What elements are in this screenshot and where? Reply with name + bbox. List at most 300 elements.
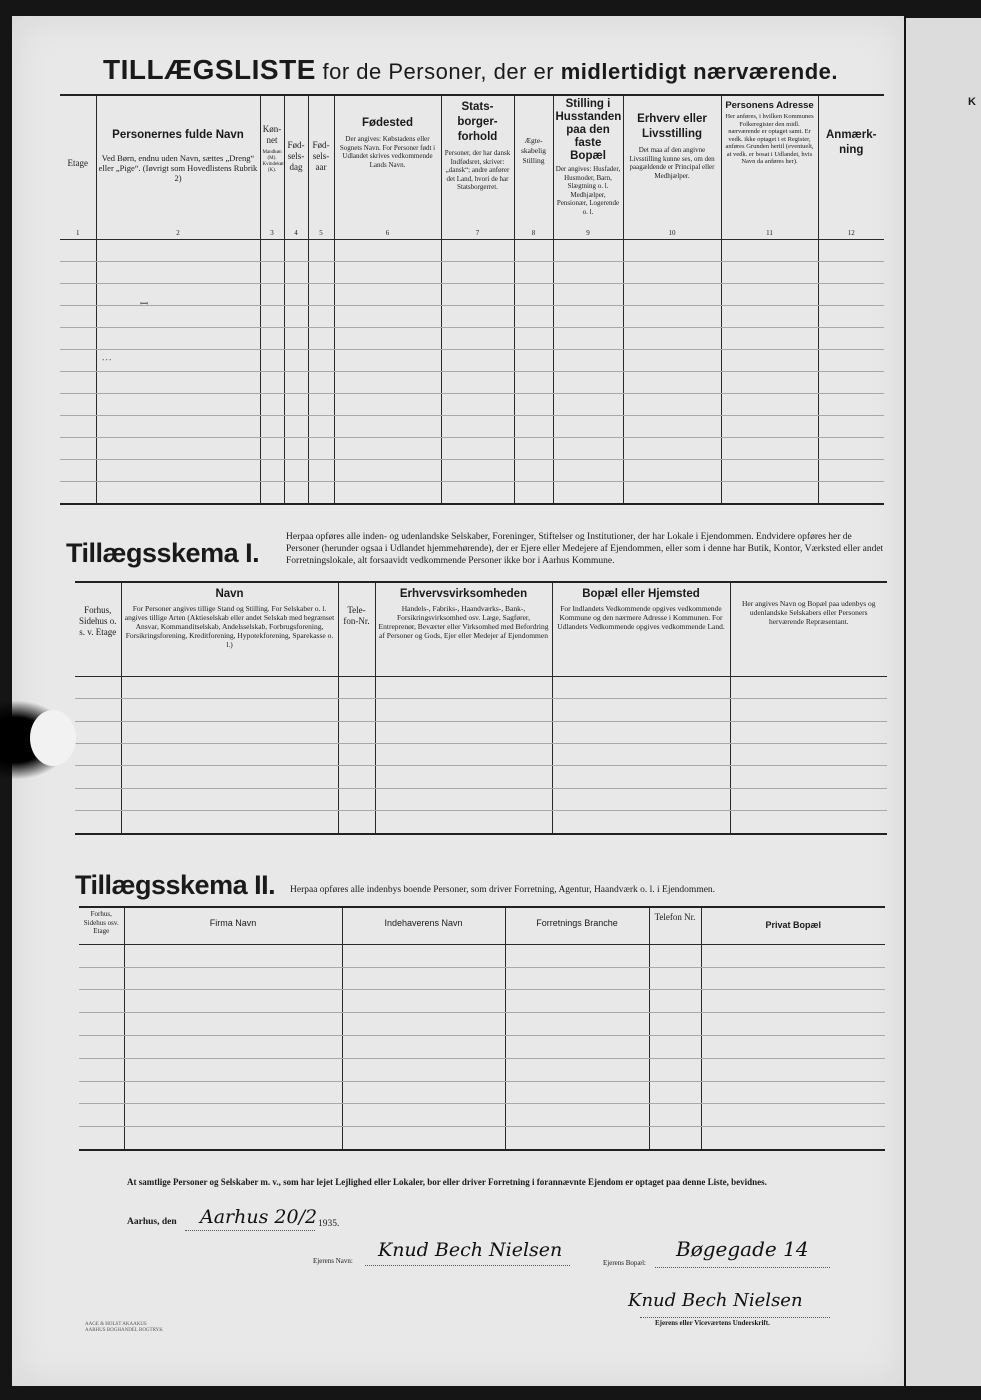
table-cell — [730, 721, 887, 743]
table-cell — [441, 371, 514, 393]
table-cell — [96, 371, 260, 393]
table-cell — [441, 327, 514, 349]
date-line — [185, 1230, 315, 1231]
table-cell — [342, 990, 505, 1013]
col-birthplace: Fødested Der angives: Købstadens eller Sognets Navn. For Personer født i Udlandet skrives vedkommende Lands Navn. 6 — [334, 95, 441, 239]
skema1-table — [75, 581, 887, 835]
table-cell — [721, 261, 818, 283]
table-cell — [701, 1058, 885, 1081]
table-cell — [96, 239, 260, 261]
table-cell — [60, 393, 96, 415]
skema2-row — [79, 1013, 885, 1036]
table-cell — [623, 415, 721, 437]
table-cell — [79, 1127, 124, 1150]
table-cell — [260, 415, 284, 437]
table-cell — [338, 699, 375, 721]
signature: Knud Bech Nielsen — [628, 1290, 803, 1311]
owner-name-handwritten: Knud Bech Nielsen — [378, 1239, 563, 1261]
table-cell — [96, 459, 260, 481]
table-cell — [649, 990, 701, 1013]
table-cell — [721, 393, 818, 415]
table-cell — [818, 305, 884, 327]
owner-address-label: Ejerens Bopæl: — [603, 1259, 646, 1267]
table-cell — [818, 393, 884, 415]
table-cell — [818, 349, 884, 371]
table-cell — [334, 415, 441, 437]
table-cell — [818, 327, 884, 349]
table-cell — [79, 1058, 124, 1081]
table-cell — [623, 283, 721, 305]
table-cell — [338, 676, 375, 698]
table-cell — [121, 721, 338, 743]
table-cell — [721, 437, 818, 459]
signature-line — [640, 1317, 830, 1318]
table-cell — [730, 788, 887, 810]
table-cell — [818, 283, 884, 305]
table-cell — [649, 1127, 701, 1150]
table-cell — [505, 1104, 649, 1127]
city-date-label: Aarhus, den — [127, 1217, 177, 1227]
col-address: Personens Adresse Her anføres, i hvilken Kommunes Folkeregister den midl. nærværende er optaget samt. Er vedk. ikke optaget i et Register, anføres Grunden hertil (eventuelt, at vedk. er bosat i Udlandet, hvis Navn da anføres her). 11 — [721, 95, 818, 239]
table-cell — [124, 1104, 342, 1127]
table-cell — [505, 1081, 649, 1104]
table-cell — [342, 967, 505, 990]
table-cell — [260, 283, 284, 305]
table-cell — [623, 437, 721, 459]
table-cell — [338, 788, 375, 810]
table-cell — [96, 261, 260, 283]
col-occupation: Erhverv eller Livsstilling Det maa af den angivne Livsstilling kunne ses, om den paagældende er Principal eller Medhjælper. 10 — [623, 95, 721, 239]
table-cell — [308, 437, 334, 459]
skema1-col-name: Navn For Personer angives tillige Stand og Stilling. For Selskaber o. l. angives tillige Arten (Aktieselskab eller andet Selskab med begrænset Ansvar, Kommanditselskab, Andelsselskab, Forbrugsforening, Forsikringsforening, Kreditforening, Hypotekforening, Sparekasse o. l.) — [121, 582, 338, 676]
table-cell — [342, 944, 505, 967]
table-cell — [505, 1013, 649, 1036]
table-cell — [553, 305, 623, 327]
skema2-col-firm: Firma Navn — [124, 907, 342, 944]
table-cell — [334, 239, 441, 261]
table-cell — [260, 393, 284, 415]
year-text: 1935. — [318, 1219, 340, 1229]
table-cell — [124, 944, 342, 967]
table-cell — [284, 349, 308, 371]
owner-name-label: Ejerens Navn: — [313, 1257, 353, 1265]
table-cell — [334, 393, 441, 415]
table-cell — [124, 1035, 342, 1058]
table-cell — [505, 1127, 649, 1150]
table-cell — [514, 437, 553, 459]
table-cell — [75, 744, 121, 766]
table-cell — [308, 261, 334, 283]
skema2-note: Herpaa opføres alle indenbys boende Personer, som driver Forretning, Agentur, Haandværk o. l. i Ejendommen. — [290, 885, 716, 895]
table-cell — [334, 305, 441, 327]
table-cell — [342, 1127, 505, 1150]
table-cell — [96, 393, 260, 415]
table-cell — [308, 239, 334, 261]
adjacent-page-edge — [906, 18, 981, 1386]
table-cell — [334, 283, 441, 305]
main-table-row — [60, 393, 884, 415]
table-cell — [96, 481, 260, 504]
skema1-body — [75, 676, 887, 834]
table-cell — [284, 239, 308, 261]
table-cell — [342, 1058, 505, 1081]
table-cell — [552, 766, 730, 788]
table-cell — [308, 327, 334, 349]
table-cell — [284, 459, 308, 481]
table-cell — [623, 261, 721, 283]
skema2-row — [79, 967, 885, 990]
table-cell — [75, 721, 121, 743]
table-cell — [60, 327, 96, 349]
table-cell — [514, 239, 553, 261]
main-table-row — [60, 459, 884, 481]
table-cell — [623, 371, 721, 393]
table-cell — [121, 811, 338, 834]
table-cell — [514, 371, 553, 393]
main-table-row — [60, 371, 884, 393]
table-cell — [553, 261, 623, 283]
table-cell — [441, 283, 514, 305]
table-cell — [75, 788, 121, 810]
table-cell — [553, 415, 623, 437]
table-cell — [342, 1104, 505, 1127]
table-cell — [552, 699, 730, 721]
col-gender: Køn-net Mandkøn (M). Kvindekøn (K). 3 — [260, 95, 284, 239]
table-cell — [553, 459, 623, 481]
form-title — [103, 54, 838, 86]
table-cell — [514, 261, 553, 283]
table-cell — [441, 459, 514, 481]
table-cell — [334, 327, 441, 349]
table-cell — [553, 393, 623, 415]
table-cell — [75, 766, 121, 788]
table-cell — [818, 481, 884, 504]
table-cell — [96, 349, 260, 371]
main-table-row — [60, 349, 884, 371]
table-cell — [553, 437, 623, 459]
table-cell — [338, 721, 375, 743]
skema2-col-etage: Forhus, Sidehus osv. Etage — [79, 907, 124, 944]
skema2-table — [79, 906, 885, 1151]
table-cell — [721, 349, 818, 371]
table-cell — [284, 283, 308, 305]
skema1-title: Tillægsskema I. — [66, 538, 260, 568]
table-cell — [124, 967, 342, 990]
table-cell — [701, 1081, 885, 1104]
table-cell — [818, 437, 884, 459]
table-cell — [260, 459, 284, 481]
table-cell — [505, 990, 649, 1013]
main-table-row — [60, 327, 884, 349]
table-cell — [553, 239, 623, 261]
owner-address-handwritten: Bøgegade 14 — [676, 1237, 809, 1261]
table-cell — [552, 676, 730, 698]
table-cell — [514, 459, 553, 481]
main-table-row — [60, 283, 884, 305]
table-cell — [514, 305, 553, 327]
table-cell — [701, 990, 885, 1013]
table-cell — [375, 788, 552, 810]
table-cell — [552, 811, 730, 834]
table-cell — [124, 1058, 342, 1081]
table-cell — [284, 437, 308, 459]
table-cell — [334, 349, 441, 371]
table-cell — [818, 239, 884, 261]
table-cell — [730, 744, 887, 766]
table-cell — [441, 481, 514, 504]
table-cell — [649, 967, 701, 990]
table-cell — [96, 283, 260, 305]
table-cell — [121, 676, 338, 698]
table-cell — [260, 305, 284, 327]
table-cell — [818, 261, 884, 283]
table-cell — [284, 327, 308, 349]
table-cell — [721, 481, 818, 504]
table-cell — [342, 1081, 505, 1104]
owner-name-line — [365, 1265, 570, 1266]
table-cell — [623, 327, 721, 349]
main-table-row — [60, 239, 884, 261]
table-cell — [553, 371, 623, 393]
table-cell — [60, 305, 96, 327]
table-cell — [284, 305, 308, 327]
skema1-row — [75, 676, 887, 698]
main-table-row — [60, 415, 884, 437]
col-name: Personernes fulde Navn Ved Børn, endnu uden Navn, sættes „Dreng“ eller „Pige“. (Iøvrigt som Hovedlistens Rubrik 2) 2 — [96, 95, 260, 239]
skema1-row — [75, 766, 887, 788]
table-cell — [553, 327, 623, 349]
table-cell — [308, 415, 334, 437]
signature-label: Ejerens eller Viceværtens Underskrift. — [655, 1319, 770, 1327]
table-cell — [721, 305, 818, 327]
table-cell — [284, 261, 308, 283]
table-cell — [649, 1035, 701, 1058]
table-cell — [308, 283, 334, 305]
table-cell — [96, 305, 260, 327]
table-cell — [505, 1058, 649, 1081]
table-cell — [441, 349, 514, 371]
table-cell — [552, 788, 730, 810]
skema2-row — [79, 944, 885, 967]
table-cell — [375, 721, 552, 743]
table-cell — [334, 437, 441, 459]
table-cell — [721, 415, 818, 437]
table-cell — [623, 459, 721, 481]
table-cell — [96, 327, 260, 349]
table-cell — [649, 944, 701, 967]
skema2-header — [79, 907, 885, 944]
table-cell — [649, 1081, 701, 1104]
table-cell — [60, 261, 96, 283]
table-cell — [75, 676, 121, 698]
table-cell — [514, 481, 553, 504]
table-cell — [284, 481, 308, 504]
table-cell — [60, 371, 96, 393]
table-cell — [260, 437, 284, 459]
table-cell — [124, 1127, 342, 1150]
skema2-row — [79, 1035, 885, 1058]
skema1-col-business: Erhvervsvirksomheden Handels-, Fabriks-, Haandværks-, Bank-, Forsikringsvirksomhed osv. Læge, Sagfører, Entreprenør, Beværter eller Virksomhed med Befordring af Personer og Gods, Ejer eller Medejer af Ejendommen — [375, 582, 552, 676]
table-cell — [60, 437, 96, 459]
skema1-row — [75, 699, 887, 721]
table-cell — [308, 305, 334, 327]
table-cell — [260, 239, 284, 261]
table-cell — [441, 393, 514, 415]
table-cell — [552, 721, 730, 743]
skema2-row — [79, 1104, 885, 1127]
form-title-main: TILLÆGSLISTE — [103, 54, 316, 85]
table-cell — [721, 327, 818, 349]
table-cell — [441, 305, 514, 327]
skema1-col-etage: Forhus, Sidehus o. s. v. Etage — [75, 582, 121, 676]
main-table-row — [60, 437, 884, 459]
table-cell — [334, 371, 441, 393]
table-cell — [60, 481, 96, 504]
table-cell — [818, 415, 884, 437]
table-cell — [505, 1035, 649, 1058]
skema1-col-phone: Tele-fon-Nr. — [338, 582, 375, 676]
table-cell — [60, 349, 96, 371]
table-cell — [334, 261, 441, 283]
table-cell — [649, 1013, 701, 1036]
col-citizenship: Stats-borger-forhold Personer, der har dansk Indfødsret, skriver: „dansk“; andre anfører det Land, hvori de har Statsborgerret. 7 — [441, 95, 514, 239]
table-cell — [121, 766, 338, 788]
table-cell — [75, 699, 121, 721]
main-table-row — [60, 261, 884, 283]
skema1-row — [75, 811, 887, 834]
table-cell — [79, 1013, 124, 1036]
main-table-body — [60, 239, 884, 504]
binder-clip-highlight — [30, 710, 76, 766]
skema2-col-phone: Telefon Nr. — [649, 907, 701, 944]
table-cell — [260, 261, 284, 283]
table-cell — [721, 371, 818, 393]
table-cell — [121, 699, 338, 721]
table-cell — [552, 744, 730, 766]
table-cell — [124, 990, 342, 1013]
table-cell — [124, 1013, 342, 1036]
skema2-body — [79, 944, 885, 1150]
table-cell — [375, 676, 552, 698]
declaration-text: At samtlige Personer og Selskaber m. v., som har lejet Lejlighed eller Lokaler, bor eller driver Forretning i forannævnte Ejendom er optaget paa denne Liste, bevidnes. — [127, 1177, 767, 1187]
table-cell — [260, 349, 284, 371]
table-cell — [60, 415, 96, 437]
table-cell — [441, 261, 514, 283]
table-cell — [505, 967, 649, 990]
table-cell — [721, 459, 818, 481]
table-cell — [514, 415, 553, 437]
skema1-row — [75, 744, 887, 766]
table-cell — [623, 393, 721, 415]
skema1-col-residence: Bopæl eller Hjemsted For Indlandets Vedkommende opgives vedkommende Kommune og den nærmere Adresse i Kommunen. For Udlandets Vedkommende opgives vedkommende Land. — [552, 582, 730, 676]
table-cell — [375, 766, 552, 788]
table-cell — [308, 371, 334, 393]
table-cell — [701, 967, 885, 990]
table-cell — [514, 393, 553, 415]
table-cell — [553, 349, 623, 371]
table-cell — [342, 1035, 505, 1058]
table-cell — [623, 349, 721, 371]
col-birthyear: Fød-sels-aar 5 — [308, 95, 334, 239]
table-cell — [701, 944, 885, 967]
table-cell — [730, 811, 887, 834]
form-title-rest: for de Personer, der er — [315, 59, 561, 84]
table-cell — [375, 811, 552, 834]
table-cell — [79, 944, 124, 967]
table-cell — [308, 459, 334, 481]
table-cell — [284, 393, 308, 415]
table-cell — [79, 1104, 124, 1127]
table-cell — [260, 327, 284, 349]
table-cell — [701, 1013, 885, 1036]
col-marital-status: Ægte-skabelig Stilling 8 — [514, 95, 553, 239]
skema2-title: Tillægsskema II. — [75, 870, 276, 900]
main-table-header — [60, 95, 884, 239]
table-cell — [60, 459, 96, 481]
table-cell — [342, 1013, 505, 1036]
table-cell — [721, 239, 818, 261]
skema2-col-owner: Indehaverens Navn — [342, 907, 505, 944]
ink-smudge: ∙∙∙ — [102, 355, 113, 366]
col-remarks: Anmærk-ning 12 — [818, 95, 884, 239]
table-cell — [623, 305, 721, 327]
table-cell — [260, 371, 284, 393]
table-cell — [553, 283, 623, 305]
table-cell — [818, 459, 884, 481]
table-cell — [124, 1081, 342, 1104]
table-cell — [514, 283, 553, 305]
skema1-col-representative: Her angives Navn og Bopæl paa udenbys og udenlandske Selskabers eller Personers herværende Repræsentant. — [730, 582, 887, 676]
skema1-row — [75, 721, 887, 743]
col-etage: Etage 1 — [60, 95, 96, 239]
printer-imprint: AAGE & HOLST AKAAKUS AARHUS BOGHANDEL BOGTRYK — [85, 1322, 163, 1333]
table-cell — [338, 744, 375, 766]
table-cell — [730, 676, 887, 698]
main-table-row — [60, 481, 884, 504]
table-cell — [79, 990, 124, 1013]
table-cell — [79, 1081, 124, 1104]
skema2-row — [79, 1058, 885, 1081]
col-household-position: Stilling i Husstanden paa den faste Bopæl Der angives: Husfader, Husmoder, Barn, Slægtning o. l. Medhjælper, Pensionær, Logerende o. l. 9 — [553, 95, 623, 239]
table-cell — [308, 481, 334, 504]
table-cell — [308, 393, 334, 415]
table-cell — [649, 1104, 701, 1127]
skema2-row — [79, 990, 885, 1013]
table-cell — [338, 811, 375, 834]
table-cell — [730, 699, 887, 721]
col-birthday: Fød-sels-dag 4 — [284, 95, 308, 239]
table-cell — [334, 459, 441, 481]
table-cell — [701, 1127, 885, 1150]
table-cell — [623, 239, 721, 261]
table-cell — [375, 699, 552, 721]
table-cell — [514, 349, 553, 371]
table-cell — [701, 1035, 885, 1058]
table-cell — [60, 283, 96, 305]
table-cell — [75, 811, 121, 834]
table-cell — [730, 766, 887, 788]
table-cell — [514, 327, 553, 349]
table-cell — [284, 371, 308, 393]
table-cell — [818, 371, 884, 393]
table-cell — [441, 239, 514, 261]
form-title-emphasis: midlertidigt nærværende. — [560, 59, 839, 84]
table-cell — [60, 239, 96, 261]
table-cell — [260, 481, 284, 504]
skema2-col-address: Privat Bopæl — [701, 907, 885, 944]
table-cell — [441, 437, 514, 459]
skema1-header — [75, 582, 887, 676]
